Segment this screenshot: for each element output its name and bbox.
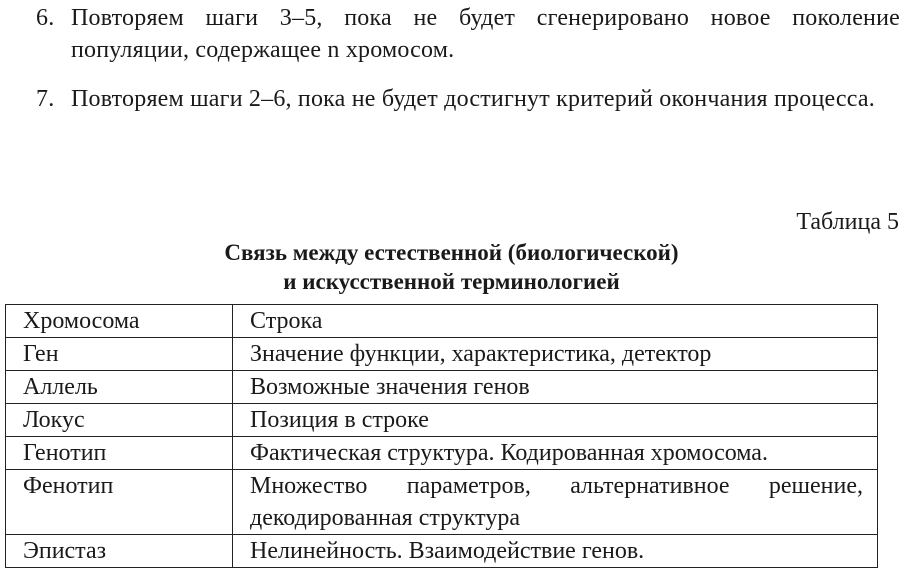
natural-term-cell: Аллель (6, 371, 233, 404)
natural-term-cell: Хромосома (6, 305, 233, 338)
artificial-term-cell: Строка (233, 305, 878, 338)
natural-term-cell: Эпистаз (6, 535, 233, 568)
table-row (6, 371, 878, 404)
artificial-term-cell: Нелинейность. Взаимодействие генов. (233, 535, 878, 568)
table-row (6, 470, 878, 535)
artificial-term-cell: Позиция в строке (233, 404, 878, 437)
artificial-term-cell: Значение функции, характеристика, детектор (233, 338, 878, 371)
table-title (0, 238, 903, 296)
step-number: 6. (36, 5, 55, 31)
terminology-table (5, 304, 878, 568)
natural-term-cell: Генотип (6, 437, 233, 470)
numbered-steps-list (0, 0, 903, 115)
table-title-line: и искусственной терминологией (283, 269, 620, 294)
natural-term-cell: Локус (6, 404, 233, 437)
natural-term-cell: Фенотип (6, 470, 233, 535)
artificial-term-cell: Множество параметров, альтернативное решение, декодированная структура (233, 470, 878, 535)
step-text: Повторяем шаги 2–6, пока не будет достигнут критерий окончания процесса. (71, 86, 875, 112)
step-item (0, 83, 903, 115)
table-row (6, 338, 878, 371)
step-text: Повторяем шаги 3–5, пока не будет сгенерировано новое поколение популяции, содержащее n хромосом. (71, 5, 900, 63)
table-row (6, 305, 878, 338)
table-caption-number: Таблица 5 (796, 209, 899, 235)
table-title-line: Связь между естественной (биологической) (224, 240, 679, 265)
table-row (6, 437, 878, 470)
step-item (0, 2, 903, 66)
artificial-term-cell: Возможные значения генов (233, 371, 878, 404)
step-number: 7. (36, 86, 55, 112)
artificial-term-cell: Фактическая структура. Кодированная хромосома. (233, 437, 878, 470)
table-row (6, 404, 878, 437)
natural-term-cell: Ген (6, 338, 233, 371)
table-row (6, 535, 878, 568)
